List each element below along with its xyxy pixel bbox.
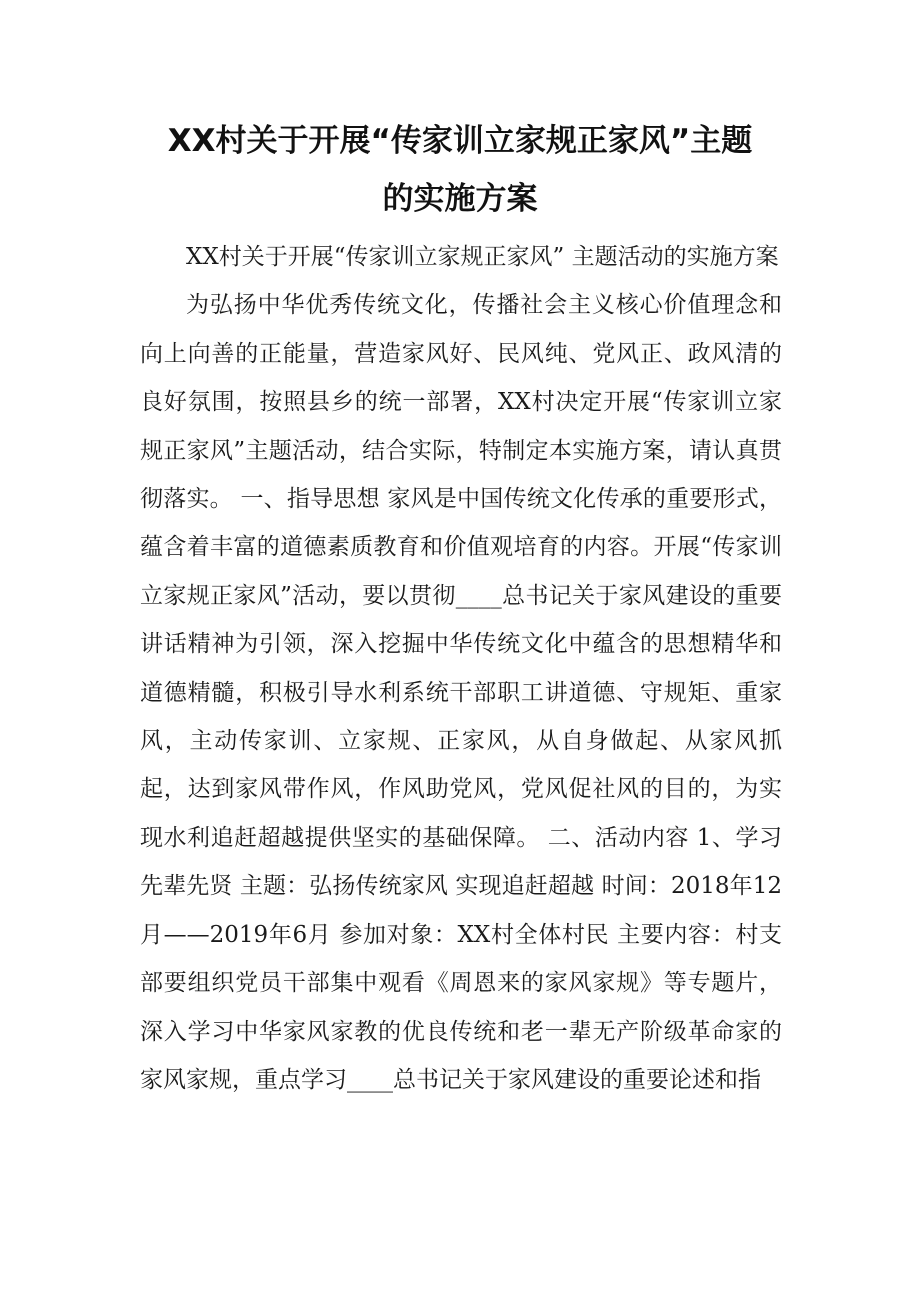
body-paragraph-1: XX村关于开展“传家训立家规正家风” 主题活动的实施方案	[186, 244, 779, 270]
document-body	[140, 233, 782, 1104]
title-line-1: XX村关于开展“传家训立家规正家风”主题	[167, 123, 753, 159]
document-title	[120, 112, 800, 228]
body-paragraph-2: 为弘扬中华优秀传统文化，传播社会主义核心价值理念和向上向善的正能量，营造家风好、民风纯、党风正、政风清的良好氛围，按照县乡的统一部署，XX村决定开展“传家训立家规正家风”主题活动，结合实际，特制定本实施方案，请认真贯彻落实。 一、指导思想 家风是中国传统文化传承的重要形式，蕴含着丰富的道德素质教育和价值观培育的内容。开展“传家训立家规正家风”活动，要以贯彻____总书记关于家风建设的重要讲话精神为引领，深入挖掘中华传统文化中蕴含的思想精华和道德精髓，积极引导水利系统干部职工讲道德、守规矩、重家风，主动传家训、立家规、正家风，从自身做起、从家风抓起，达到家风带作风，作风助党风，党风促社风的目的，为实现水利追赶超越提供坚实的基础保障。 二、活动内容 1、学习先辈先贤 主题：弘扬传统家风 实现追赶超越 时间：2018年12月——2019年6月 参加对象：XX村全体村民 主要内容：村支部要组织党员干部集中观看《周恩来的家风家规》等专题片，深入学习中华家风家教的优良传统和老一辈无产阶级革命家的家风家规，重点学习____总书记关于家风建设的重要论述和指	[140, 292, 782, 1093]
title-line-2: 的实施方案	[382, 181, 538, 217]
